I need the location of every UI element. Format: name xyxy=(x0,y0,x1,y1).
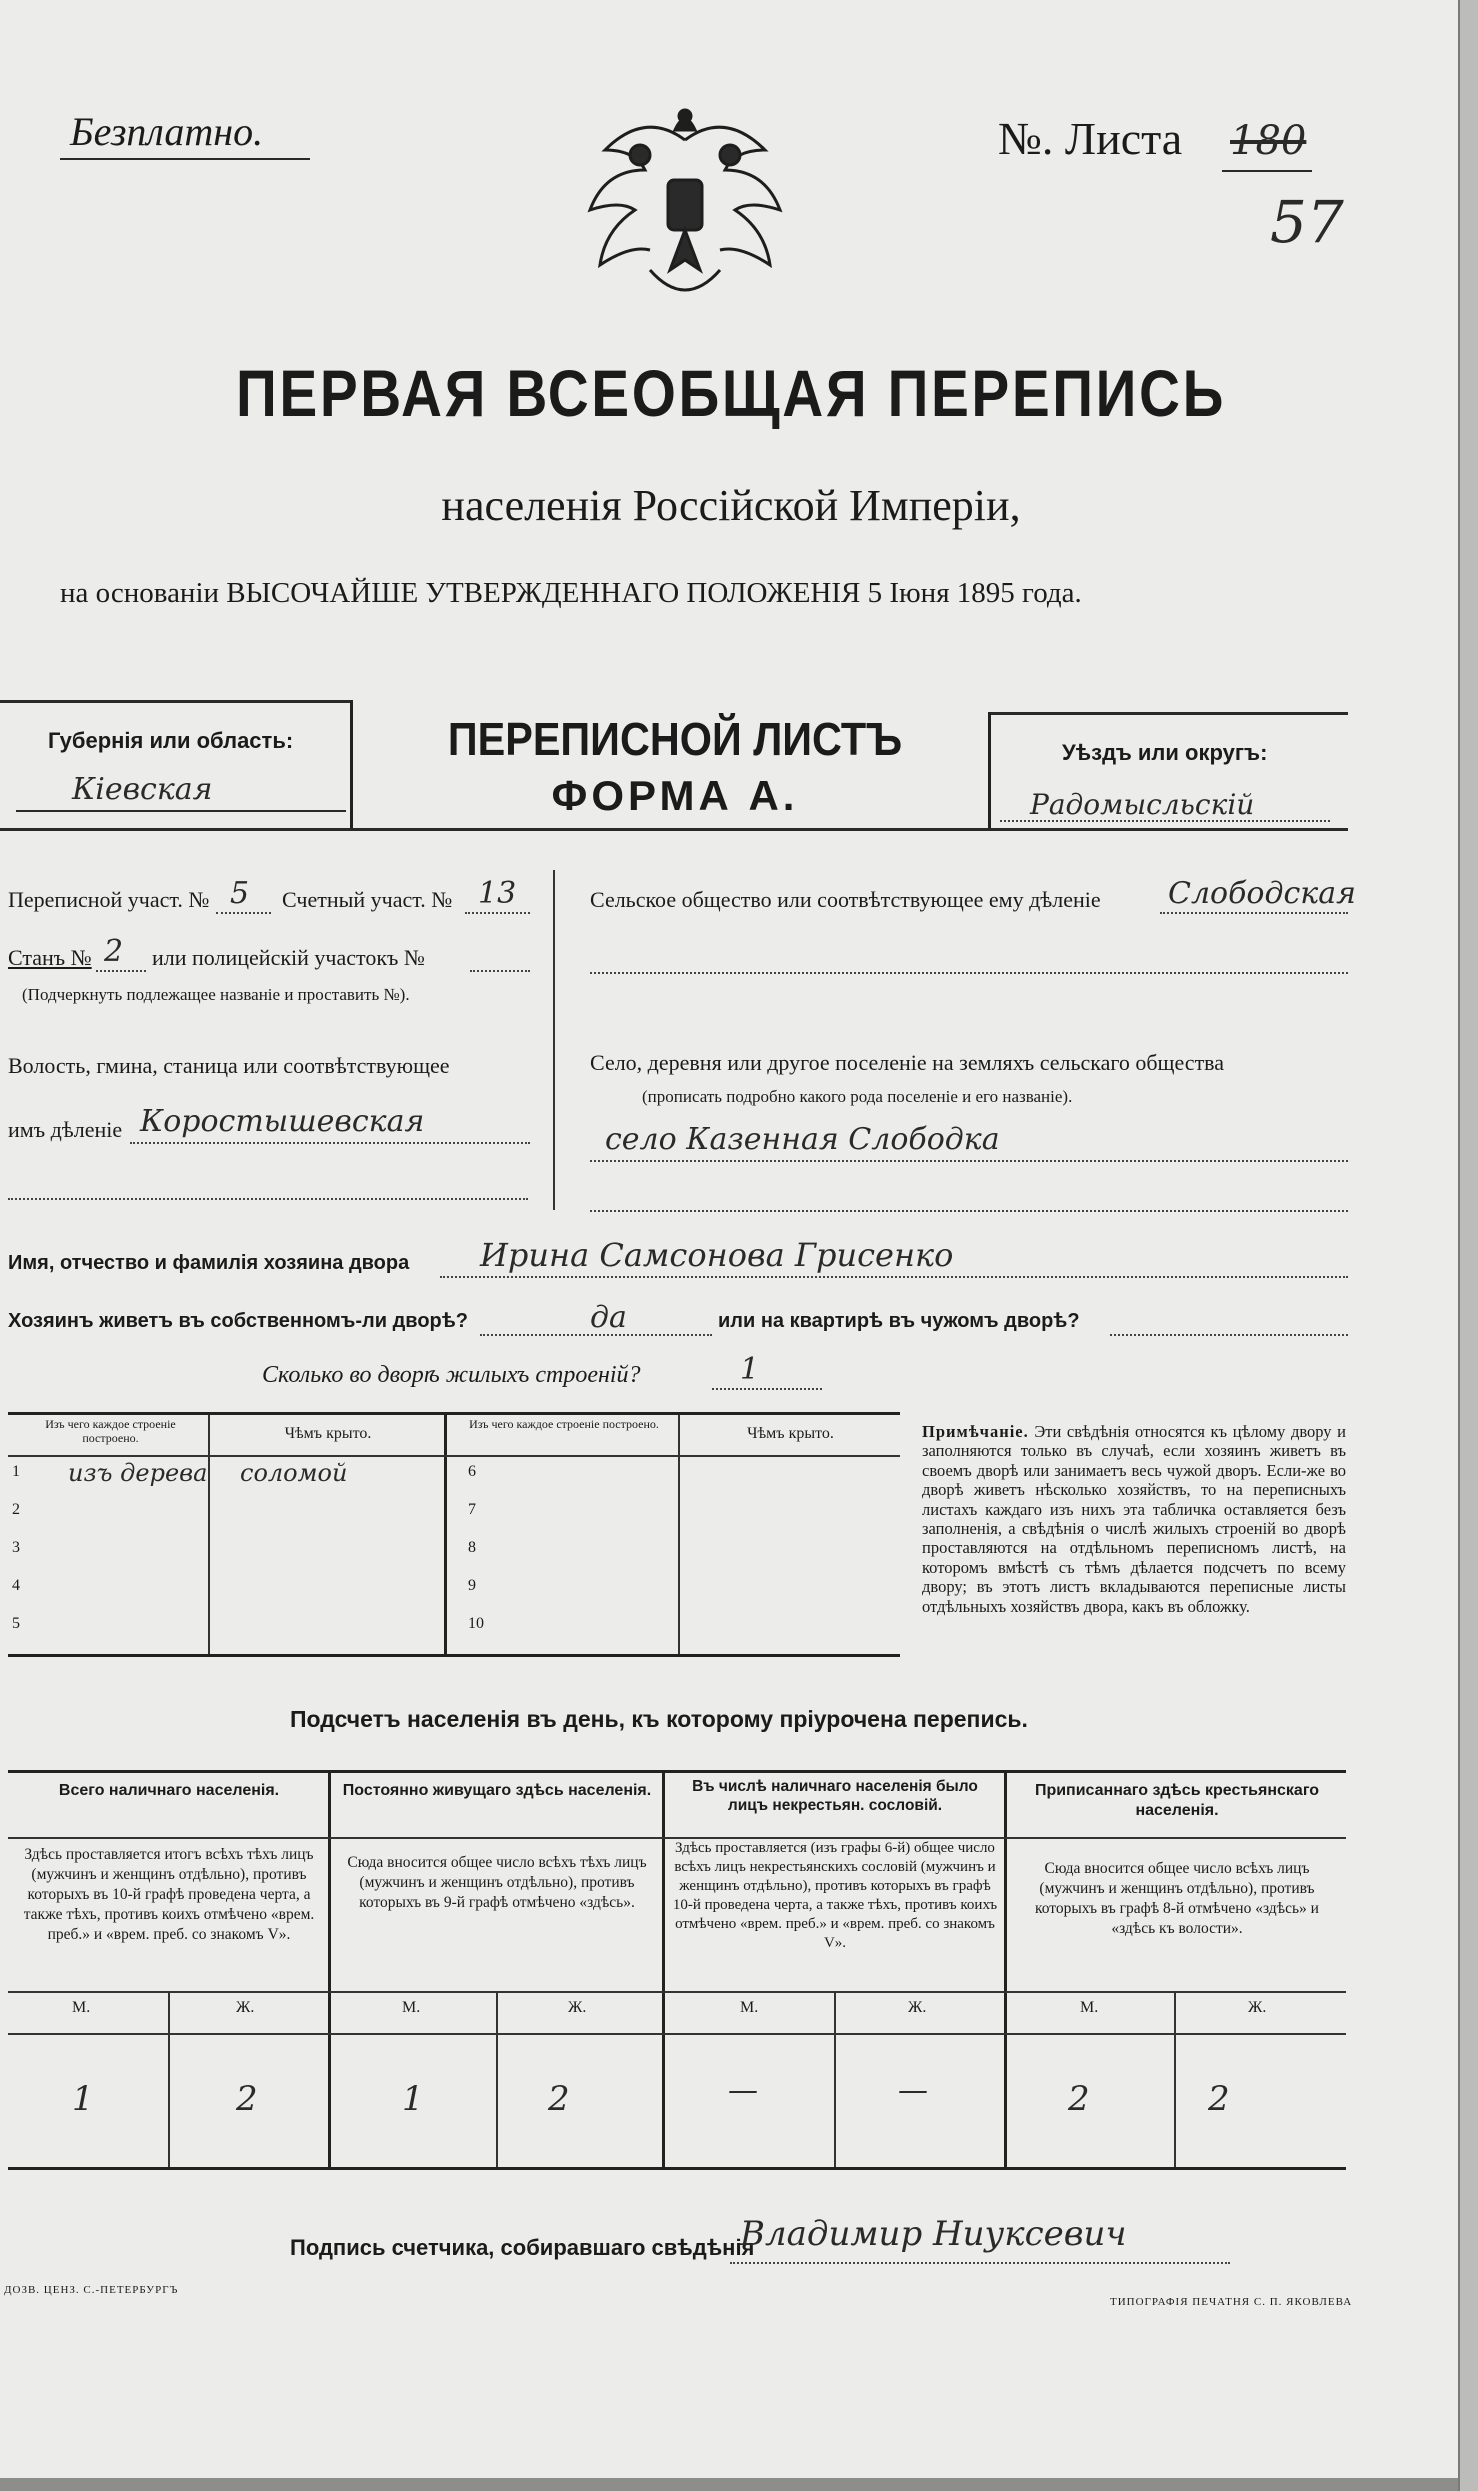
bt-row-num: 8 xyxy=(468,1539,476,1556)
underline-note: (Подчеркнуть подлежащее названіе и проставить №). xyxy=(22,985,410,1004)
uchastok-value: 5 xyxy=(230,876,250,911)
note-text: Эти свѣдѣнія относятся къ цѣлому двору и заполняются только въ случаѣ, если хозяинъ живетъ въ своемъ дворѣ или занимаетъ весь чужой дворъ. Если-же во дворѣ живетъ нѣсколько хозяйствъ, то на переписныхъ листахъ каждаго изъ нихъ эта табличка оставляется безъ заполненія, а свѣдѣнія о числѣ жилыхъ строеній во дворѣ проставляются на отдѣльномъ переписномъ листѣ, на которомъ вмѣстѣ съ тѣмъ дѣлается подсчетъ по всему двору; въ этотъ листъ вкладываются переписные листы отдѣльныхъ хозяйствъ двора, какъ въ обложку. xyxy=(922,1422,1346,1616)
free-label: Безплатно. xyxy=(70,109,264,154)
gubernia-value: Кіевская xyxy=(72,772,213,807)
bt-rule-1 xyxy=(208,1415,210,1654)
society-underline-2 xyxy=(590,972,1348,974)
society-underline xyxy=(1160,912,1348,914)
police-label: или полицейскій участокъ № xyxy=(152,945,425,970)
apartment-label: или на квартирѣ въ чужомъ дворѣ? xyxy=(718,1310,1080,1332)
buildings-table xyxy=(8,1412,900,1657)
band-top-right xyxy=(990,712,1348,715)
buildings-value: 1 xyxy=(740,1352,760,1387)
ct-peasant-m: 2 xyxy=(1068,2079,1090,2119)
uezd-value: Радомысльскій xyxy=(1030,788,1255,821)
bt-head-material-left: Изъ чего каждое строеніе построено. xyxy=(45,1417,176,1445)
owner-label: Имя, отчество и фамилія хозяина двора xyxy=(8,1252,410,1274)
center-divider xyxy=(553,870,555,1210)
bt-row-num: 10 xyxy=(468,1615,484,1632)
bt-head-rule xyxy=(8,1455,900,1457)
subtitle: населенія Россійской Имперіи, xyxy=(441,481,1021,530)
bt-row-num: 7 xyxy=(468,1501,476,1518)
owner-value: Ирина Самсонова Грисенко xyxy=(480,1236,954,1274)
bt-rule-3 xyxy=(678,1415,680,1654)
printer-right: ТИПОГРАФІЯ ПЕЧАТНЯ С. П. ЯКОВЛЕВА xyxy=(1110,2296,1353,2308)
printer-left: ДОЗВ. ЦЕНЗ. С.-ПЕТЕРБУРГЪ xyxy=(4,2284,179,2296)
ct-m-label: М. xyxy=(740,1999,759,2016)
ct-m-label: М. xyxy=(72,1999,91,2016)
village-note: (прописать подробно какого рода поселеніе и его названіе). xyxy=(642,1087,1073,1106)
society-value: Слободская xyxy=(1168,876,1356,911)
ct-rule-a xyxy=(328,1773,331,2167)
bt-row-material: изъ дерева xyxy=(68,1459,208,1487)
ct-m-label: М. xyxy=(1080,1999,1099,2016)
ct-rule-vals xyxy=(8,2033,1346,2035)
bt-head-material-right: Изъ чего каждое строеніе построено. xyxy=(469,1417,659,1431)
imperial-eagle-icon xyxy=(580,100,790,330)
own-yard-underline xyxy=(480,1334,712,1336)
ct-total-zh: 2 xyxy=(236,2079,258,2119)
ct-desc-permanent: Сюда вносится общее число всѣхъ тѣхъ лицъ (мужчинъ и женщинъ отдѣльно), противъ которыхъ въ 9-й графѣ отмѣчено «здѣсь». xyxy=(347,1854,647,1911)
form-title: ФОРМА А. xyxy=(551,772,799,819)
owner-underline xyxy=(440,1276,1348,1278)
bt-row-num: 1 xyxy=(12,1463,20,1480)
sheet-title: ПЕРЕПИСНОЙ ЛИСТЪ xyxy=(447,713,903,765)
bt-rule-2 xyxy=(444,1415,447,1654)
ct-rule-s2 xyxy=(496,1991,498,2167)
schet-underline xyxy=(465,912,530,914)
note-title: Примѣчаніе. xyxy=(922,1422,1029,1441)
uchastok-underline xyxy=(216,912,271,914)
volost-underline-2 xyxy=(8,1198,528,1200)
ct-permanent-m: 1 xyxy=(402,2079,424,2119)
signature-label: Подпись счетчика, собиравшаго свѣдѣнія xyxy=(290,2235,755,2260)
ct-zh-label: Ж. xyxy=(1248,1999,1267,2016)
bt-head-roof-left: Чѣмъ крыто. xyxy=(284,1425,372,1442)
ct-desc-noncrest: Здѣсь проставляется (изъ графы 6-й) общее число всѣхъ лицъ некрестьянскихъ сословій (мужчинъ и женщинъ отдѣльно), противъ которыхъ въ графѣ 10-й проведена черта, а также тѣхъ, противъ коихъ отмѣчено «врем. преб.» и «врем. преб. со знакомъ V». xyxy=(672,1840,998,1951)
village-label: Село, деревня или другое поселеніе на земляхъ сельскаго общества xyxy=(590,1050,1225,1075)
ct-rule-mz xyxy=(8,1991,1346,1993)
uezd-label: Уѣздъ или округъ: xyxy=(1062,740,1268,765)
gubernia-underline xyxy=(16,810,346,812)
schet-label: Счетный участ. № xyxy=(282,887,453,912)
sheet-number-underline xyxy=(1222,170,1312,172)
ct-peasant-zh: 2 xyxy=(1208,2079,1230,2119)
buildings-label: Сколько во дворѣ жилыхъ строеній? xyxy=(262,1362,641,1388)
signature-underline xyxy=(730,2262,1230,2264)
ct-zh-label: Ж. xyxy=(236,1999,255,2016)
ct-noncrest-zh: — xyxy=(898,2073,928,2108)
ct-zh-label: Ж. xyxy=(568,1999,587,2016)
ct-head-noncrest: Въ числѣ наличнаго населенія было лицъ некрестьян. сословій. xyxy=(692,1778,978,1814)
ct-rule-s1 xyxy=(168,1991,170,2167)
apartment-underline xyxy=(1110,1334,1348,1336)
ct-rule-b xyxy=(662,1773,665,2167)
bt-row-num: 6 xyxy=(468,1463,476,1480)
village-underline xyxy=(590,1160,1348,1162)
stan-label: Станъ № xyxy=(8,945,92,970)
village-underline-2 xyxy=(590,1210,1348,1212)
gubernia-label: Губернія или область: xyxy=(48,728,294,753)
bt-row-num: 9 xyxy=(468,1577,476,1594)
bt-head-roof-right: Чѣмъ крыто. xyxy=(747,1425,834,1442)
ct-head-total: Всего наличнаго населенія. xyxy=(58,1782,280,1799)
count-title: Подсчетъ населенія въ день, къ которому пріурочена перепись. xyxy=(290,1706,1028,1732)
bt-row-num: 4 xyxy=(12,1577,20,1594)
sheet-number-value: 180 xyxy=(1230,118,1307,164)
volost-underline-1 xyxy=(130,1142,530,1144)
basis-line: на основаніи ВЫСОЧАЙШЕ УТВЕРЖДЕННАГО ПОЛОЖЕНІЯ 5 Іюня 1895 года. xyxy=(60,577,1082,609)
uchastok-label: Переписной участ. № xyxy=(8,887,210,912)
volost-label-1: Волость, гмина, станица или соотвѣтствующее xyxy=(8,1053,450,1078)
ct-permanent-zh: 2 xyxy=(548,2079,570,2119)
ct-rule-c xyxy=(1004,1773,1007,2167)
ct-zh-label: Ж. xyxy=(908,1999,927,2016)
page-edge xyxy=(1458,0,1478,2491)
own-yard-value: да xyxy=(590,1300,627,1335)
count-table xyxy=(8,1770,1346,2170)
buildings-underline xyxy=(712,1388,822,1390)
ct-head-permanent: Постоянно живущаго здѣсь населенія. xyxy=(342,1782,652,1799)
society-label: Сельское общество или соотвѣтствующее ему дѣленіе xyxy=(590,887,1101,912)
bt-row-num: 5 xyxy=(12,1615,20,1632)
band-top-left xyxy=(0,700,350,703)
village-value: село Казенная Слободка xyxy=(605,1122,1000,1157)
bt-row-num: 2 xyxy=(12,1501,20,1518)
ct-noncrest-m: — xyxy=(728,2073,758,2108)
ct-head-peasant: Приписаннаго здѣсь крестьянскаго населенія. xyxy=(1034,1782,1320,1819)
main-title: ПЕРВАЯ ВСЕОБЩАЯ ПЕРЕПИСЬ xyxy=(236,356,1226,430)
band-right-box xyxy=(988,712,991,830)
signature-value: Владимир Ниуксевич xyxy=(740,2214,1127,2254)
ct-desc-total: Здѣсь проставляется итогъ всѣхъ тѣхъ лицъ (мужчинъ и женщинъ отдѣльно), противъ которыхъ въ 10-й графѣ проведена черта, а также тѣхъ, противъ коихъ отмѣчено «врем. преб.» и «врем. преб. со знакомъ V». xyxy=(23,1846,315,1943)
sheet-number-label: №. Листа xyxy=(998,113,1183,164)
police-underline xyxy=(470,970,530,972)
ct-desc-peasant: Сюда вносится общее число всѣхъ лицъ (мужчинъ и женщинъ отдѣльно), противъ которыхъ въ графѣ 8-й отмѣчено «здѣсь» и «здѣсь къ волости». xyxy=(1035,1860,1319,1937)
free-underline xyxy=(60,158,310,160)
stan-underline xyxy=(96,970,146,972)
ct-rule-s3 xyxy=(834,1991,836,2167)
uezd-underline xyxy=(1000,820,1330,822)
schet-value: 13 xyxy=(478,876,517,911)
stan-value: 2 xyxy=(104,934,124,969)
band-bottom xyxy=(0,828,1348,831)
note-block xyxy=(922,1422,1346,1616)
ct-total-m: 1 xyxy=(72,2079,94,2119)
ct-rule-s4 xyxy=(1174,1991,1176,2167)
own-yard-label: Хозяинъ живетъ въ собственномъ-ли дворѣ? xyxy=(8,1310,469,1332)
bt-row-roof: соломой xyxy=(240,1459,348,1487)
ct-m-label: М. xyxy=(402,1999,421,2016)
band-left-box xyxy=(350,700,353,830)
volost-value: Коростышевская xyxy=(140,1104,425,1139)
stamp-number: 57 xyxy=(1270,188,1344,256)
volost-label-2: имъ дѣленіе xyxy=(8,1117,123,1142)
bt-row-num: 3 xyxy=(12,1539,20,1556)
